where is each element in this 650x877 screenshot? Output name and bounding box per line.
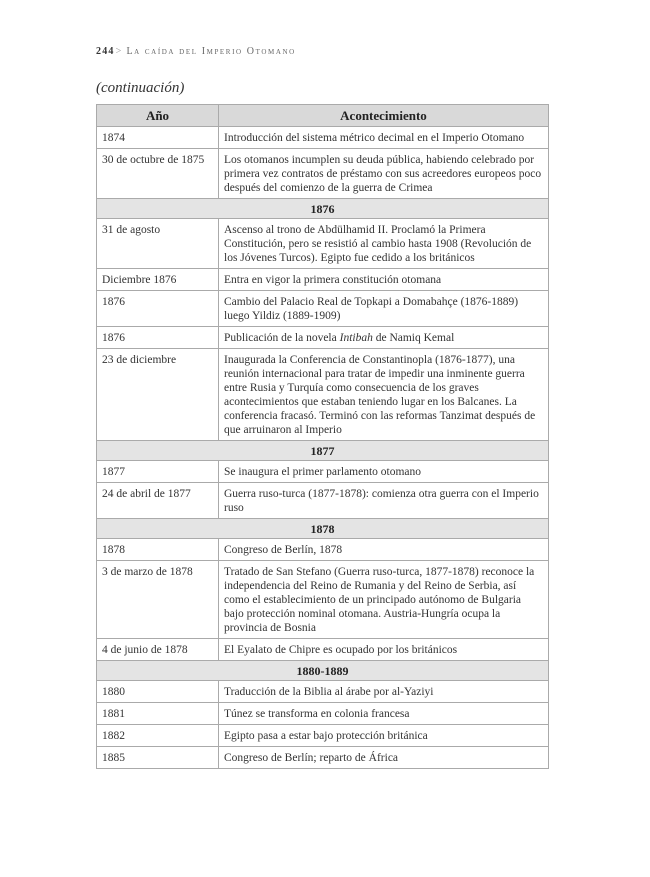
table-row [97, 561, 549, 639]
separator-glyph: > [115, 46, 123, 57]
event-text: Publicación de la novela [224, 332, 340, 344]
row-date: Diciembre 1876 [97, 269, 219, 291]
row-date: 30 de octubre de 1875 [97, 149, 219, 199]
row-date: 4 de junio de 1878 [97, 639, 219, 661]
page-number: 244 [96, 46, 115, 57]
row-date: 24 de abril de 1877 [97, 483, 219, 519]
table-row [97, 149, 549, 199]
row-event: Congreso de Berlín, 1878 [219, 539, 549, 561]
row-event: Se inaugura el primer parlamento otomano [219, 461, 549, 483]
table-row [97, 127, 549, 149]
row-event [219, 327, 549, 349]
row-date: 1885 [97, 747, 219, 769]
table-row [97, 747, 549, 769]
row-date: 1877 [97, 461, 219, 483]
row-event: Tratado de San Stefano (Guerra ruso-turca, 1877-1878) reconoce la independencia del Reino de Rumania y del Reino de Serbia, así como el establecimiento de un principado autónomo de Bulgaria bajo protección nominal otomana. Austria-Hungría ocupa la provincia de Bosnia [219, 561, 549, 639]
row-event: Egipto pasa a estar bajo protección británica [219, 725, 549, 747]
row-event: Traducción de la Biblia al árabe por al-Yaziyi [219, 681, 549, 703]
table-row [97, 725, 549, 747]
table-row [97, 483, 549, 519]
row-date: 31 de agosto [97, 219, 219, 269]
table-row [97, 461, 549, 483]
row-event: Los otomanos incumplen su deuda pública, habiendo celebrado por primera vez contratos de préstamo con sus acreedores europeos poco después del comienzo de la guerra de Crimea [219, 149, 549, 199]
row-date: 1876 [97, 327, 219, 349]
table-row [97, 269, 549, 291]
row-event: Túnez se transforma en colonia francesa [219, 703, 549, 725]
row-event: Cambio del Palacio Real de Topkapi a Domabahçe (1876-1889) luego Yildiz (1889-1909) [219, 291, 549, 327]
group-heading-row [97, 199, 549, 219]
novel-title: Intibah [339, 332, 373, 344]
group-heading-row [97, 441, 549, 461]
table-row [97, 291, 549, 327]
row-event: El Eyalato de Chipre es ocupado por los británicos [219, 639, 549, 661]
table-row [97, 327, 549, 349]
row-date: 23 de diciembre [97, 349, 219, 441]
group-heading: 1877 [97, 441, 549, 461]
row-event: Ascenso al trono de Abdülhamid II. Proclamó la Primera Constitución, pero se resistió al cambio hasta 1908 (Revolución de los Jóvenes Turcos). Egipto fue cedido a los británicos [219, 219, 549, 269]
row-date: 3 de marzo de 1878 [97, 561, 219, 639]
row-date: 1880 [97, 681, 219, 703]
group-heading-row [97, 661, 549, 681]
row-event: Entra en vigor la primera constitución otomana [219, 269, 549, 291]
row-date: 1882 [97, 725, 219, 747]
row-event: Guerra ruso-turca (1877-1878): comienza otra guerra con el Imperio ruso [219, 483, 549, 519]
row-date: 1878 [97, 539, 219, 561]
group-heading: 1878 [97, 519, 549, 539]
group-heading-row [97, 519, 549, 539]
table-row [97, 219, 549, 269]
row-date: 1874 [97, 127, 219, 149]
row-event: Introducción del sistema métrico decimal en el Imperio Otomano [219, 127, 549, 149]
table-row [97, 639, 549, 661]
book-title: La caída del Imperio Otomano [126, 46, 296, 57]
row-date: 1876 [97, 291, 219, 327]
event-text: de Namiq Kemal [372, 332, 455, 344]
group-heading: 1876 [97, 199, 549, 219]
column-header-event: Acontecimiento [219, 105, 549, 127]
chronology-table [96, 104, 549, 769]
table-header-row [97, 105, 549, 127]
row-date: 1881 [97, 703, 219, 725]
continuation-label: (continuación) [96, 80, 185, 96]
row-event: Inaugurada la Conferencia de Constantinopla (1876-1877), una reunión internacional para tratar de impedir una inminente guerra entre Rusia y Turquía como consecuencia de los graves acontecimientos que estaban teniendo lugar en los Balcanes. La conferencia fracasó. Terminó con las reformas Tanzimat después de que arruinaron al Imperio [219, 349, 549, 441]
table-row [97, 349, 549, 441]
table-row [97, 703, 549, 725]
table-row [97, 539, 549, 561]
column-header-year: Año [97, 105, 219, 127]
group-heading: 1880-1889 [97, 661, 549, 681]
running-head [96, 46, 296, 57]
table-row [97, 681, 549, 703]
row-event: Congreso de Berlín; reparto de África [219, 747, 549, 769]
